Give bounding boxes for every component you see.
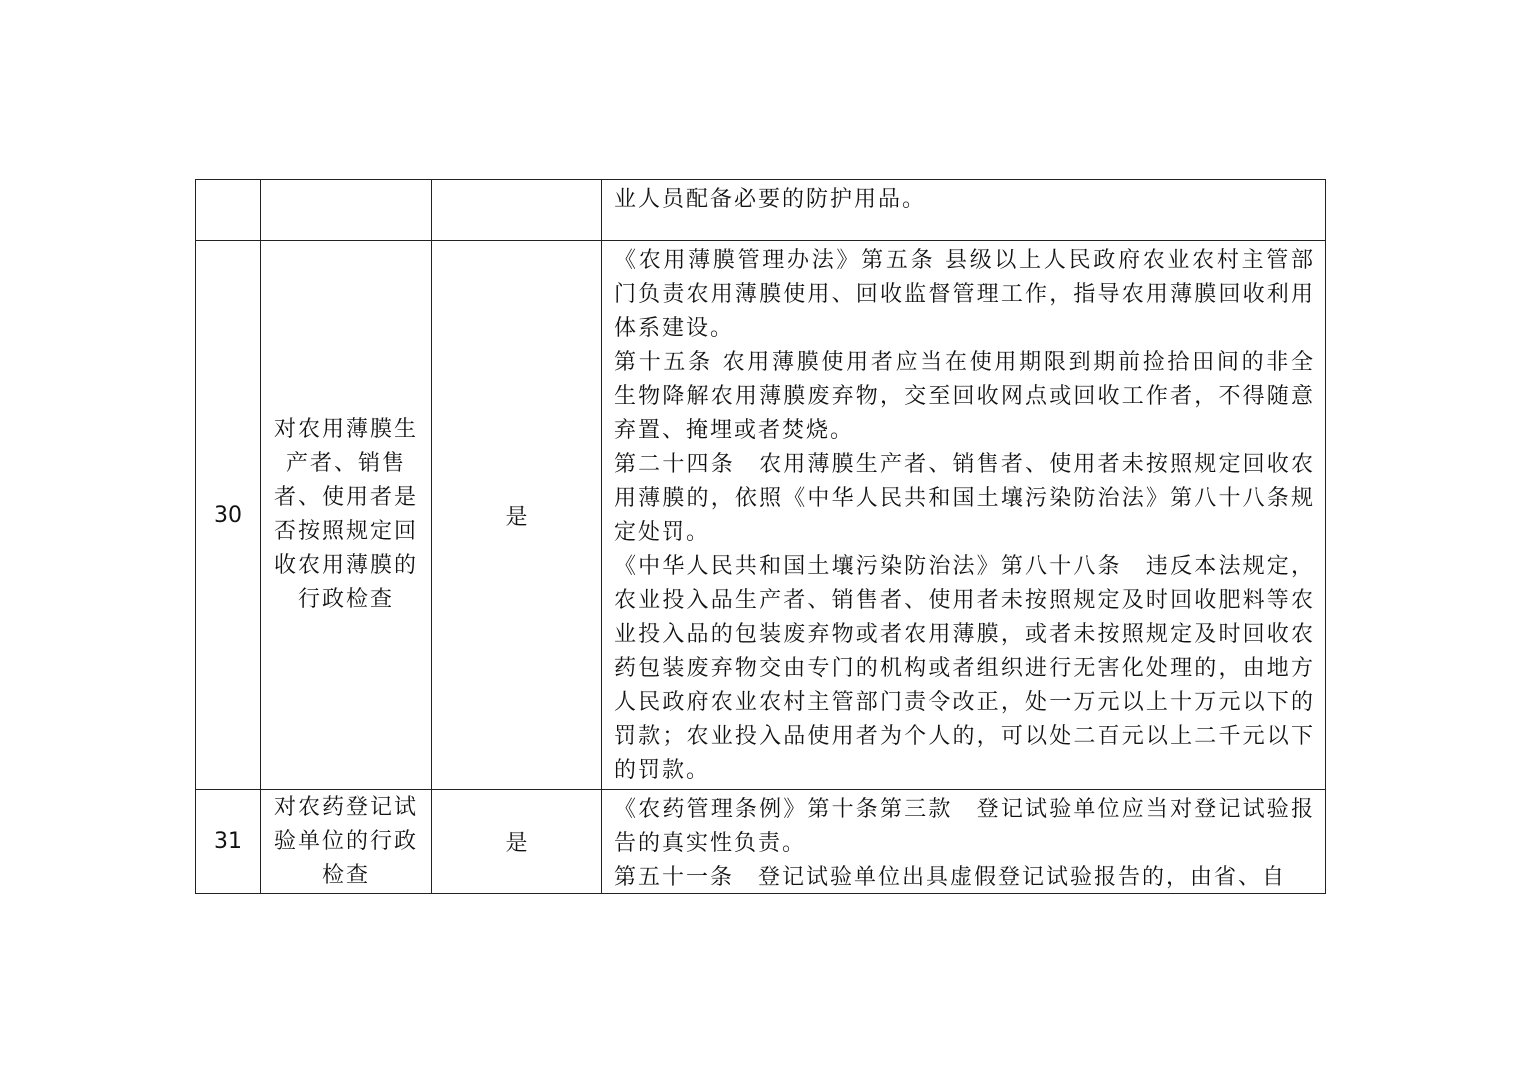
legal-basis-paragraph: 第二十四条 农用薄膜生产者、销售者、使用者未按照规定回收农用薄膜的，依照《中华人民共和国土壤污染防治法》第八十八条规定处罚。 xyxy=(614,452,1315,545)
flag-cell: 是 xyxy=(432,790,602,894)
legal-basis-paragraph: 业人员配备必要的防护用品。 xyxy=(614,187,927,212)
flag-cell xyxy=(432,180,602,241)
legal-basis-paragraph: 《农药管理条例》第十条第三款 登记试验单位应当对登记试验报告的真实性负责。 xyxy=(614,797,1315,856)
table-row xyxy=(196,180,1326,241)
row-number-cell: 30 xyxy=(196,241,261,790)
legal-basis-cell xyxy=(602,241,1326,790)
inspection-item-cell: 对农药登记试验单位的行政检查 xyxy=(261,790,432,894)
legal-basis-cell xyxy=(602,180,1326,241)
flag-cell: 是 xyxy=(432,241,602,790)
legal-basis-paragraph: 《农用薄膜管理办法》第五条 县级以上人民政府农业农村主管部门负责农用薄膜使用、回收监督管理工作，指导农用薄膜回收利用体系建设。 xyxy=(614,248,1315,341)
legal-basis-clip xyxy=(614,793,1315,893)
legal-basis-paragraph: 第十五条 农用薄膜使用者应当在使用期限到期前捡拾田间的非全生物降解农用薄膜废弃物，交至回收网点或回收工作者，不得随意弃置、掩埋或者焚烧。 xyxy=(614,350,1315,443)
inspection-items-table xyxy=(195,179,1326,894)
legal-basis-cell xyxy=(602,790,1326,894)
row-number-cell: 31 xyxy=(196,790,261,894)
table-row xyxy=(196,790,1326,894)
inspection-item-cell xyxy=(261,180,432,241)
table-row xyxy=(196,241,1326,790)
legal-basis-paragraph: 第五十一条 登记试验单位出具虚假登记试验报告的，由省、自 xyxy=(614,865,1287,890)
inspection-item-cell: 对农用薄膜生产者、销售者、使用者是否按照规定回收农用薄膜的行政检查 xyxy=(261,241,432,790)
legal-basis-paragraph: 《中华人民共和国土壤污染防治法》第八十八条 违反本法规定，农业投入品生产者、销售者、使用者未按照规定及时回收肥料等农业投入品的包装废弃物或者农用薄膜，或者未按照规定及时回收农药包装废弃物交由专门的机构或者组织进行无害化处理的，由地方人民政府农业农村主管部门责令改正，处一万元以上十万元以下的罚款；农业投入品使用者为个人的，可以处二百元以上二千元以下的罚款。 xyxy=(614,554,1315,783)
row-number-cell xyxy=(196,180,261,241)
